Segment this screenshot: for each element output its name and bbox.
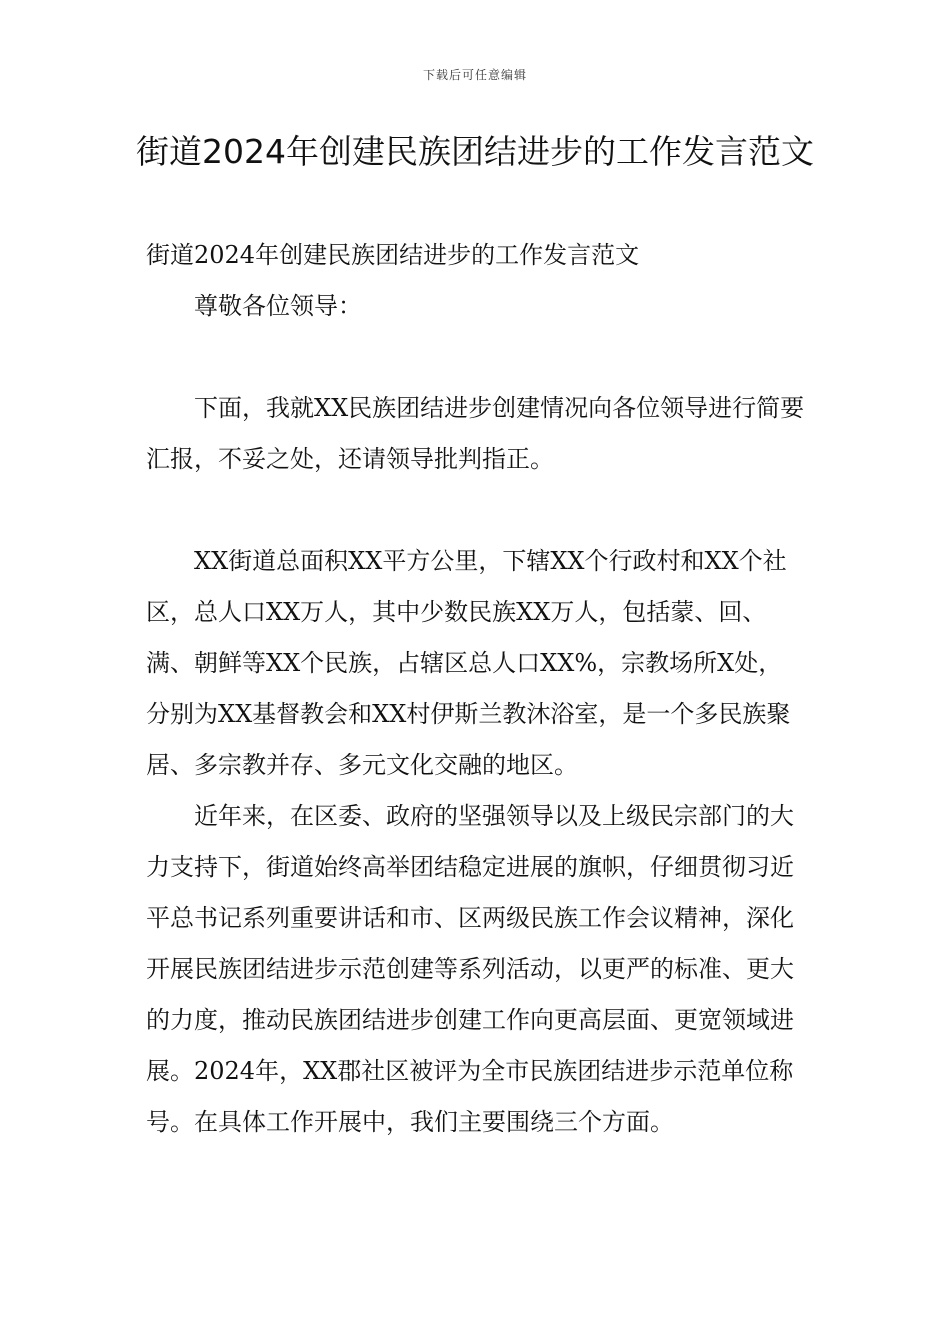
paragraph-gap [146,332,806,383]
paragraph-intro: 下面，我就XX民族团结进步创建情况向各位领导进行简要汇报，不妥之处，还请领导批判指正。 [146,394,805,473]
salutation: 尊敬各位领导： [194,292,362,320]
header-note: 下载后可任意编辑 [422,68,527,82]
document-body [146,230,806,1148]
document-title: 街道2024年创建民族团结进步的工作发言范文 [136,132,814,171]
paragraph-overview: XX街道总面积XX平方公里，下辖XX个行政村和XX个社区，总人口XX万人，其中少数民族XX万人，包括蒙、回、满、朝鲜等XX个民族，占辖区总人口XX%，宗教场所X处，分别为XX基督教会和XX村伊斯兰教沐浴室，是一个多民族聚居、多宗教并存、多元文化交融的地区。 [146,547,791,779]
paragraph-recent-work: 近年来，在区委、政府的坚强领导以及上级民宗部门的大力支持下，街道始终高举团结稳定进展的旗帜，仔细贯彻习近平总书记系列重要讲话和市、区两级民族工作会议精神，深化开展民族团结进步示范创建等系列活动，以更严的标准、更大的力度，推动民族团结进步创建工作向更高层面、更宽领域进展。2024年，XX郡社区被评为全市民族团结进步示范单位称号。在具体工作开展中，我们主要围绕三个方面。 [146,802,794,1136]
document-subtitle: 街道2024年创建民族团结进步的工作发言范文 [146,241,640,269]
paragraph-gap [146,485,806,536]
